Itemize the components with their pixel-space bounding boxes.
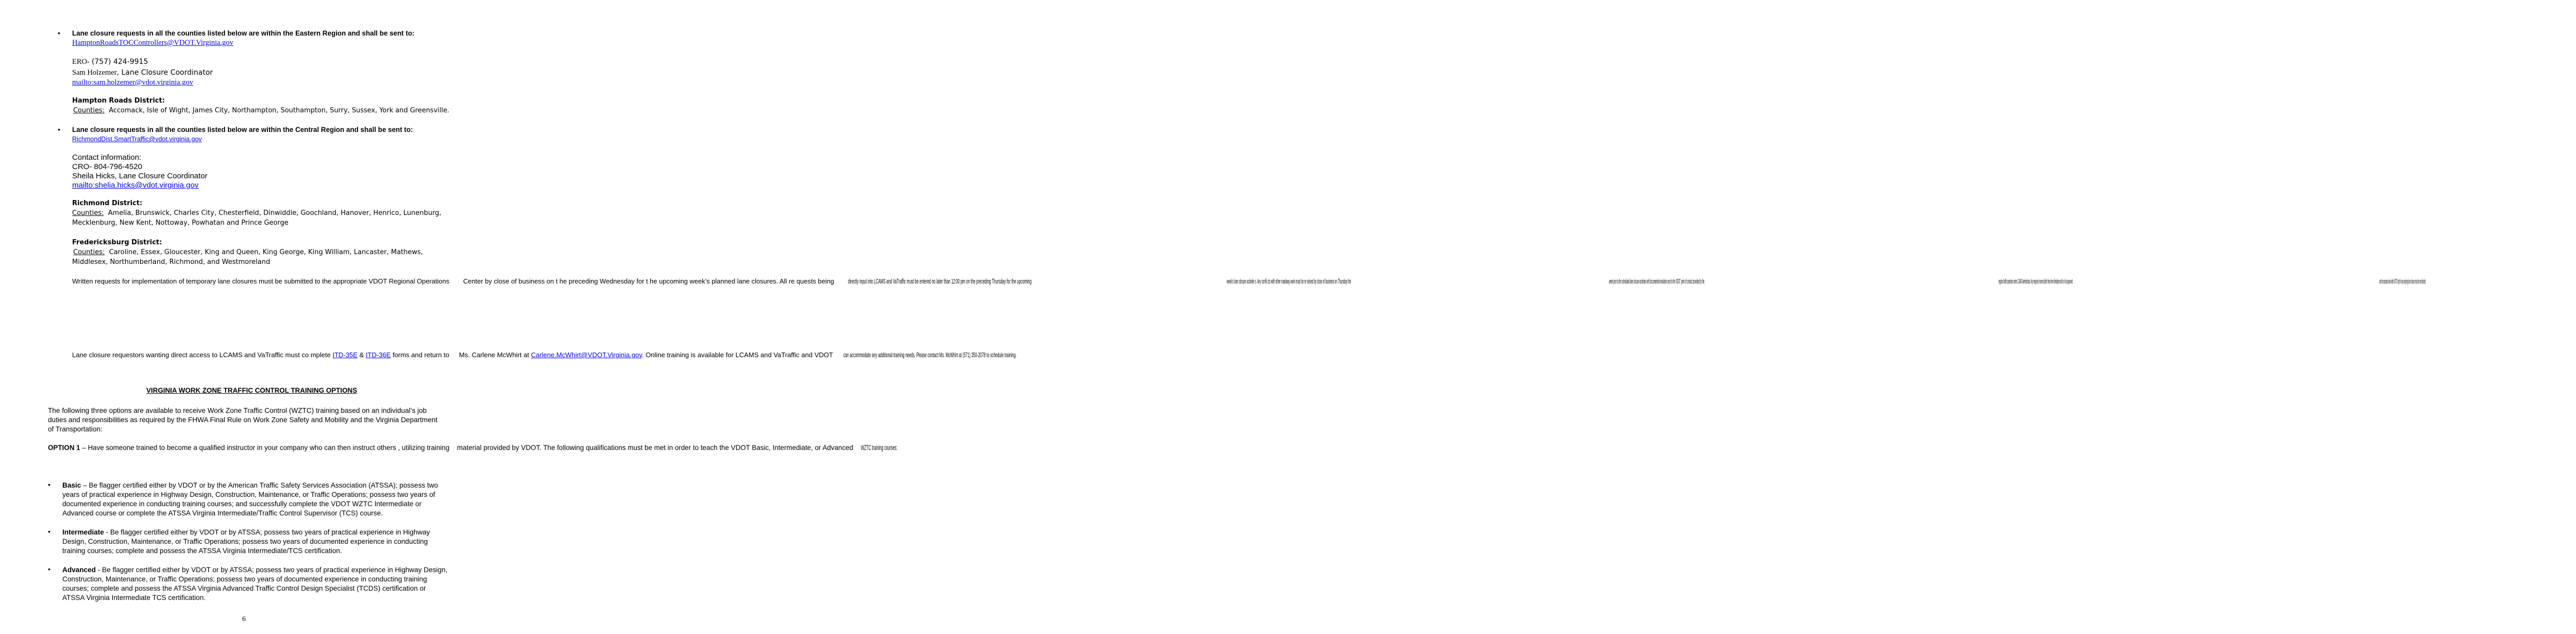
hampton-roads-title: Hampton Roads District: [72,97,165,105]
paragraph-line: documented experience in conducting training courses; and successfully complete the VDOT WZTC Intermediate or [62,500,422,508]
bullet-marker: • [58,29,60,37]
richmond-title: Richmond District: [72,199,143,207]
intermediate-requirements [62,528,430,556]
counties-list: Amelia, Brunswick, Charles City, Chesterfield, Dinwiddie, Goochland, Hanover, Henrico, Lunenburg, [108,209,442,217]
intermediate-text: - Be flagger certified either by VDOT or by ATSSA; possess two years of practical experience in Highway [104,528,430,536]
paragraph-line [62,528,430,537]
paragraph-line: years of practical experience in Highway Design, Construction, Maintenance, or Traffic Operations; possess two years of [62,491,435,498]
access-text: . Online training is available for LCAMS and VaTraffic and VDOT [642,351,834,359]
itd-35e-link[interactable]: ITD-35E [332,351,358,359]
central-coordinator: Sheila Hicks, Lane Closure Coordinator [72,172,208,180]
central-email-link[interactable]: RichmondDist.SmartTraffic@vdot.virginia.gov [72,136,202,143]
paragraph-line: Advanced course or complete the ATSSA Virginia Intermediate/Traffic Control Supervisor (TCS) course. [62,509,383,517]
basic-requirements [62,481,438,518]
coordinator-title: , Lane Closure Coordinator [116,69,213,77]
cro-phone: CRO- 804-796-4520 [72,162,142,171]
paragraph-line: The following three options are available to receive Work Zone Traffic Control (WZTC) training based on an individual’s job [48,407,427,414]
paragraph-line: duties and responsibilities as required by the FHWA Final Rule on Work Zone Safety and Mobility and the Virginia Department [48,416,438,424]
paragraph-line: regional traffic operation center LCAMS Administrator. Any requests received after these time limitations will no t be approved [1998,277,2073,285]
central-heading: Lane closure requests in all the counties listed below are within the Central Region and shall be sent to: [72,126,413,134]
ero-label: ERO- [72,58,90,66]
bullet-marker: • [58,125,60,134]
bullet-marker: • [48,565,50,573]
itd-36e-link[interactable]: ITD-36E [365,351,391,359]
central-coordinator-mailto[interactable]: mailto:shelia.hicks@vdot.virginia.gov [72,181,199,190]
advanced-label: Advanced [62,566,96,574]
advanced-requirements [62,565,447,603]
paragraph-line: Center by close of business on t he preceding Wednesday for t he upcoming week’s planned lane closures. All re quests being [463,277,835,285]
option-1-label: OPTION 1 [48,444,80,452]
paragraph-line [72,351,449,360]
page-number: 6 [242,615,246,623]
fredericksburg-counties [73,248,423,256]
basic-text: – Be flagger certified either by VDOT or by the American Traffic Safety Services Association (ATSSA); possess two [81,481,438,489]
option-1-text: – Have someone trained to become a qualified instructor in your company who can then instruct others , utilizing training [80,444,450,452]
training-title: VIRGINIA WORK ZONE TRAFFIC CONTROL TRAINING OPTIONS [146,387,358,394]
paragraph-line [62,481,438,490]
training-intro [48,406,437,434]
paragraph-line: week prior to the scheduled lane closure activities with documented resolution sent to the VDOT point of contact provided by the [1608,277,1704,285]
eastern-heading: Lane closure requests in all the counties listed below are within the Eastern Region and shall be sent to: [72,29,415,37]
intermediate-label: Intermediate [62,528,104,536]
access-text: & [357,351,366,359]
paragraph-line: can accommodate any additional training needs. Please contact Ms. McWhirt at (571) 350-2078 to schedule training. [843,351,1016,359]
coordinator-name: Sam Holzemer [72,69,117,77]
paragraph-line: material provided by VDOT. The following qualifications must be met in order to teach the VDOT Basic, Intermediate, or Advanced [457,444,854,452]
counties-list: Accomack, Isle of Wight, James City, Northampton, Southampton, Surry, Sussex, York and Greensville. [109,107,450,114]
option-1-paragraph [48,443,935,453]
written-requests-paragraph [72,277,2576,286]
counties-list-cont: Mecklenburg, New Kent, Nottoway, Powhatan and Prince George [72,219,289,227]
counties-label: Counties: [72,209,104,217]
fredericksburg-title: Fredericksburg District: [72,239,162,246]
eastern-coordinator [72,69,213,77]
contact-label: Contact information: [72,153,142,162]
paragraph-line: of Transportation: [48,425,103,433]
counties-label: Counties: [73,248,105,256]
advanced-text: - Be flagger certified either by VDOT or by ATSSA; possess two years of practical experience in Highway Design, [95,566,448,574]
paragraph-line: Construction, Maintenance, or Traffic Operations; possess two years of documented experience in conducting training [62,575,427,583]
access-text: Lane closure requestors wanting direct access to LCAMS and VaTraffic must co mplete [72,351,333,359]
ero-line [72,58,148,66]
paragraph-line: Design, Construction, Maintenance, or Traffic Operations; possess two years of documented experience in conducting [62,538,428,545]
paragraph-line: Written requests for implementation of temporary lane closures must be submitted to the appropriate VDOT Regional Operations [72,277,450,285]
paragraph-line: week’s lane closure activitie s. Any confli cts with other roadway work must be re solved by close of business on Thursday the [1227,277,1351,285]
bullet-marker: • [48,480,50,489]
basic-label: Basic [62,481,81,489]
eastern-coordinator-mailto[interactable]: mailto:sam.holzemer@vdot.virginia.gov [72,78,193,87]
access-paragraph [72,351,1196,360]
paragraph-line: ATSSA Virginia Intermediate TCS certification. [62,594,206,602]
paragraph-line [62,565,447,575]
access-text: Ms. Carlene McWhirt at [459,351,532,359]
richmond-counties [72,209,442,217]
paragraph-line: directly input into LCAMS and VaTraffic must be entered no later than 12:00 pm on the preceding Thursday for the upcoming [848,277,1032,285]
ero-phone: (757) 424-9915 [91,58,148,66]
eastern-email-link[interactable]: HamptonRoadsTOCControllers@VDOT.Virginia.gov [72,39,233,47]
paragraph-line: courses; complete and possess the ATSSA Virginia Advanced Traffic Control Design Specialist (TCDS) certification or [62,585,426,592]
paragraph-line: WZTC training courses: [860,444,897,452]
access-text: forms and return to [391,351,449,359]
counties-label: Counties: [73,107,105,114]
paragraph-line: and the proposed work within VDOT right of way requiring lane closures must be rescheduled. [2379,277,2426,285]
counties-list-cont: Middlesex, Northumberland, Richmond, and Westmoreland [72,258,270,266]
counties-list: Caroline, Essex, Gloucester, King and Queen, King George, King William, Lancaster, Mathews, [109,248,423,256]
hampton-roads-counties [73,107,449,114]
bullet-marker: • [48,527,50,536]
paragraph-line: training courses; complete and possess the ATSSA Virginia Intermediate/TCS certification. [62,547,342,555]
paragraph-line [48,443,449,453]
mcwhirt-email-link[interactable]: Carlene.McWhirt@VDOT.Virginia.gov [531,351,642,359]
paragraph-line [459,351,833,360]
